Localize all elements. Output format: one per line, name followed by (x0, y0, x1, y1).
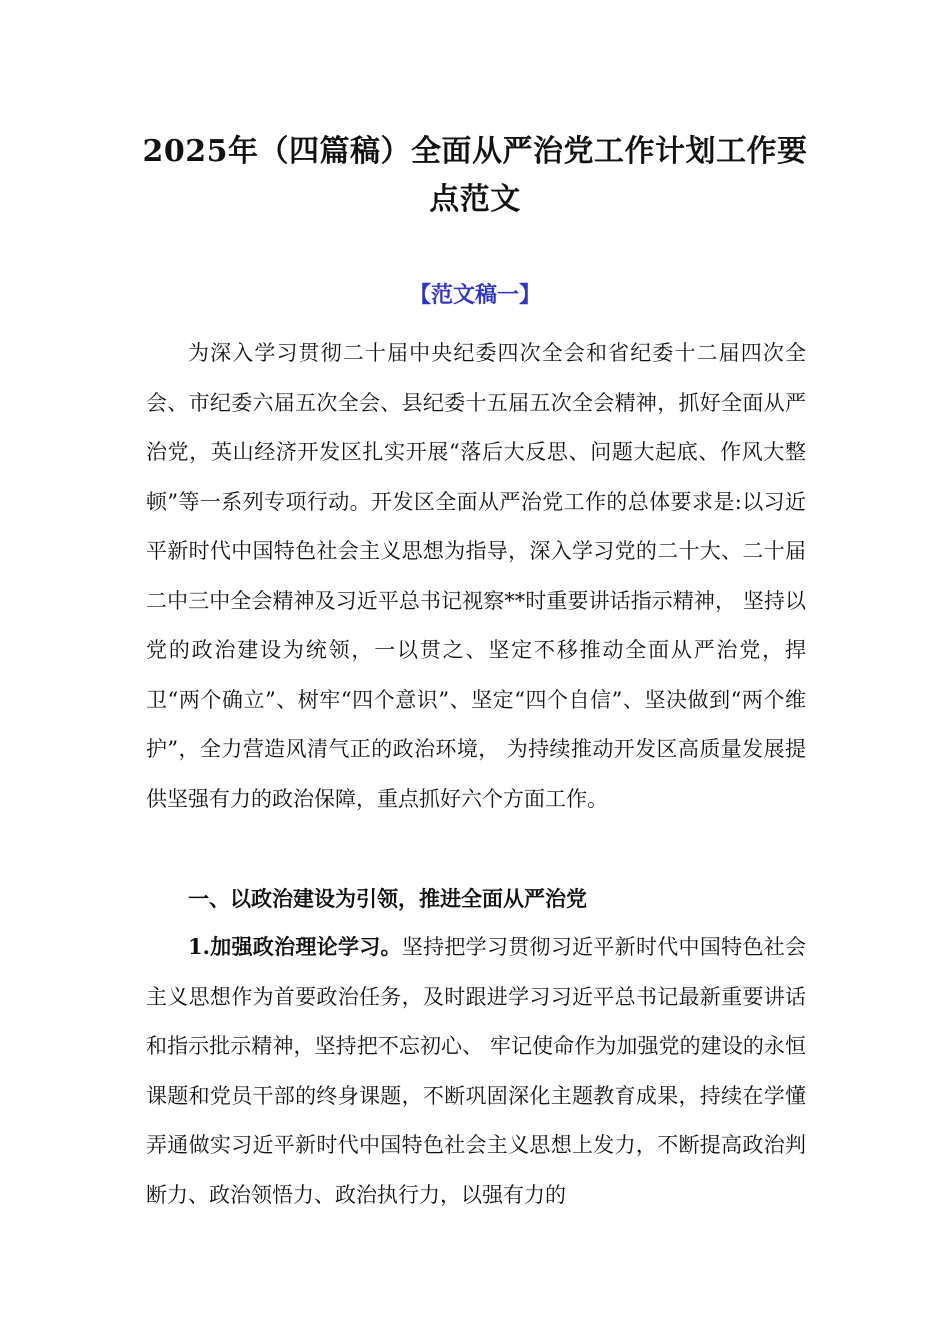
section-label: 【范文稿一】 (408, 282, 541, 308)
document-title: 2025年（四篇稿）全面从严治党工作计划工作要点范文 (142, 134, 808, 217)
paragraph-body: 坚持把学习贯彻习近平新时代中国特色社会主义思想作为首要政治任务，及时跟进学习习近平总书记最新重要讲话和指示批示精神，坚持把不忘初心、 牢记使命作为加强党的建设的永恒课题和党员干部的终身课题，不断巩固深化主题教育成果，持续在学懂弄通做实习近平新时代中国特色社会主义思想上发力，不断提高政治判断力、政治领悟力、政治执行力，以强有力的 (146, 935, 806, 1207)
paragraph-political-study (146, 922, 806, 1220)
section-heading-1: 一、以政治建设为引领，推进全面从严治党 (188, 886, 587, 911)
paragraph-lead: 1.加强政治理论学习。 (188, 934, 402, 959)
paragraph-intro: 为深入学习贯彻二十届中央纪委四次全会和省纪委十二届四次全会、市纪委六届五次全会、县纪委十五届五次全会精神，抓好全面从严治党，英山经济开发区扎实开展“落后大反思、问题大起底、作风大整顿”等一系列专项行动。开发区全面从严治党工作的总体要求是:以习近平新时代中国特色社会主义思想为指导，深入学习党的二十大、二十届二中三中全会精神及习近平总书记视察**时重要讲话指示精神， 坚持以党的政治建设为统领，一以贯之、坚定不移推动全面从严治党，捍卫“两个确立”、树牢“四个意识”、坚定“四个自信”、坚决做到“两个维护”，全力营造风清气正的政治环境， 为持续推动开发区高质量发展提供坚强有力的政治保障，重点抓好六个方面工作。 (146, 341, 806, 811)
